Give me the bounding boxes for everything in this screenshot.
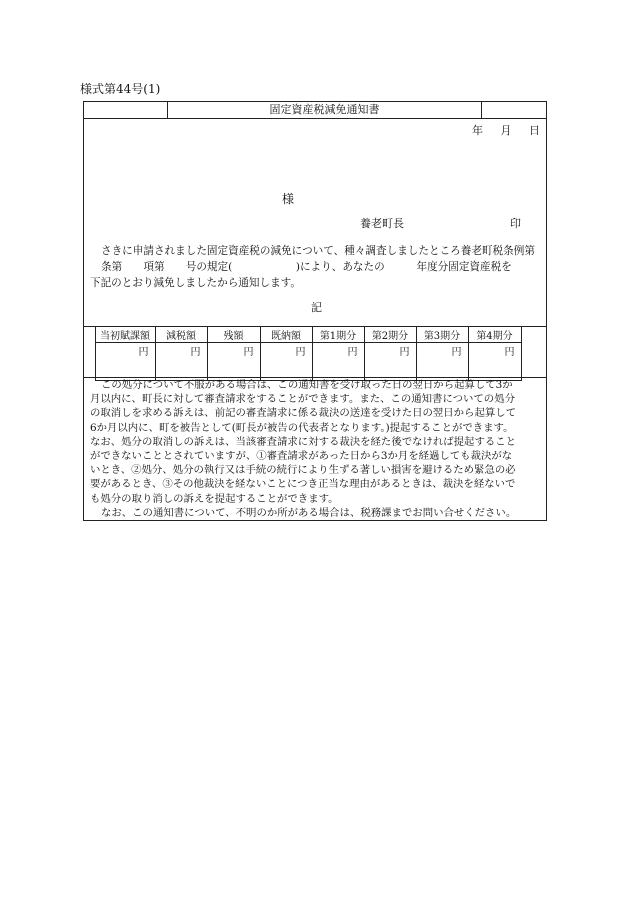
- value-period-4: 円: [468, 343, 521, 381]
- title-row: [84, 102, 546, 118]
- header-period-2: 第2期分: [364, 327, 416, 343]
- value-period-3: 円: [416, 343, 468, 381]
- table-spacer-left: [84, 327, 95, 343]
- header-initial-assessment: 当初賦課額: [95, 327, 155, 343]
- notes-line-9: も処分の取り消しの訴えを提起することができます。: [90, 492, 339, 505]
- value-period-1: 円: [312, 343, 364, 381]
- table-spacer-right: [521, 343, 546, 381]
- header-balance: 残額: [207, 327, 260, 343]
- header-period-1: 第1期分: [312, 327, 364, 343]
- ki-mark: 記: [311, 301, 322, 314]
- issuer-name: 養老町長: [360, 217, 404, 230]
- header-paid: 既納額: [260, 327, 312, 343]
- date-year: 年: [472, 124, 483, 137]
- title-divider: [84, 118, 546, 119]
- title-right-cell: [482, 102, 546, 118]
- notice-frame: [83, 101, 547, 521]
- value-paid: 円: [260, 343, 312, 381]
- date-day: 日: [529, 124, 540, 137]
- header-reduction: 減税額: [155, 327, 207, 343]
- table-header-row: [84, 327, 546, 343]
- notes-line-5: なお、処分の取消しの訴えは、当該審査請求に対する裁決を経た後でなければ提起すること: [90, 435, 517, 448]
- notes-line-6: ができないこととされていますが、①審査請求があった日から3か月を経過しても裁決がな: [90, 450, 513, 463]
- notes-line-1: この処分について不服がある場合は、この通知書を受け取った日の翌日から起算して3か: [101, 379, 513, 391]
- amount-table: [84, 326, 546, 381]
- seal-mark: 印: [510, 217, 521, 230]
- value-reduction: 円: [155, 343, 207, 381]
- notes-line-10: なお、この通知書について、不明のか所がある場合は、税務課までお問い合せください。: [101, 506, 517, 519]
- notes-line-4: 6か月以内に、町を被告として(町長が被告の代表者となります。)提起することができます。: [90, 421, 514, 434]
- title-left-cell: [84, 102, 168, 118]
- addressee-suffix: 様: [282, 192, 295, 206]
- date-month: 月: [500, 124, 512, 137]
- form-number: 様式第44号(1): [80, 82, 161, 96]
- header-period-3: 第3期分: [416, 327, 468, 343]
- notes-line-8: 要があるとき、③その他裁決を経ないことにつき正当な理由があるときは、裁決を経ないで: [90, 478, 516, 491]
- document-title: 固定資産税減免通知書: [168, 102, 482, 118]
- notice-body: [90, 243, 542, 291]
- value-period-2: 円: [364, 343, 416, 381]
- body-line-1: さきに申請されました固定資産税の減免について、種々調査しましたところ養老町税条例第: [101, 245, 535, 257]
- appeal-notes: [90, 378, 542, 520]
- value-balance: 円: [207, 343, 260, 381]
- notes-line-7: いとき、②処分、処分の執行又は手続の続行により生ずる著しい損害を避けるため緊急の必: [90, 464, 516, 477]
- notes-line-3: の取消しを求める訴えは、前記の審査請求に係る裁決の送達を受けた日の翌日から起算して: [90, 407, 517, 420]
- body-line-2: 条第 項第 号の規定( )により、あなたの 年度分固定資産税を: [101, 261, 512, 273]
- table-value-row: [84, 343, 546, 381]
- header-period-4: 第4期分: [468, 327, 521, 343]
- notes-line-2: 月以内に、町長に対して審査請求をすることができます。また、この通知書についての処分: [90, 393, 515, 406]
- value-initial-assessment: 円: [95, 343, 155, 381]
- table-spacer-right: [521, 327, 546, 343]
- body-line-3: 下記のとおり減免しましたから通知します。: [90, 277, 302, 289]
- table-spacer-left: [84, 343, 95, 381]
- date-line: [464, 122, 540, 138]
